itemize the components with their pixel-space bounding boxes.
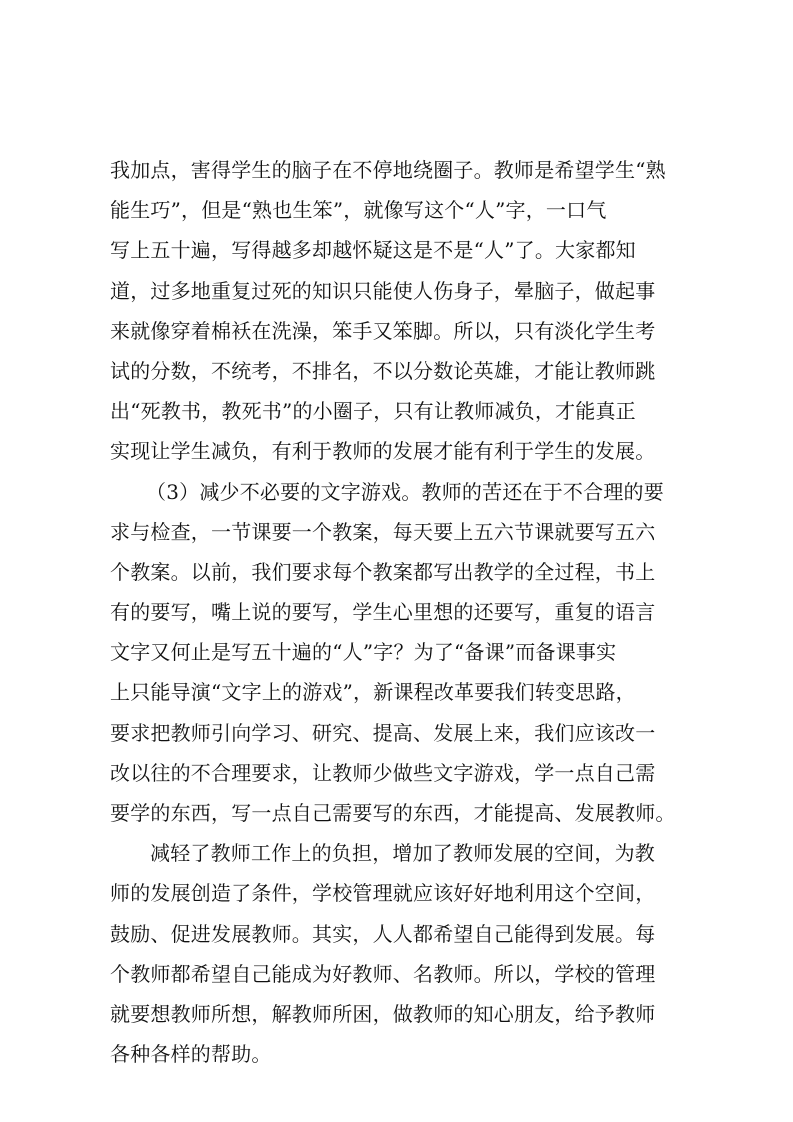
paragraph-line: 来就像穿着棉袄在洗澡，笨手又笨脚。所以，只有淡化学生考: [110, 318, 656, 343]
paragraph-line: 出“死教书，教死书”的小圈子，只有让教师减负，才能真正: [110, 399, 636, 424]
paragraph-line: 实现让学生减负，有利于教师的发展才能有利于学生的发展。: [110, 439, 656, 464]
paragraph-line: 上只能导演“文字上的游戏”，新课程改革要我们转变思路，: [110, 680, 636, 705]
paragraph-line: 文字又何止是写五十遍的“人”字？为了“备课”而备课事实: [110, 640, 617, 665]
paragraph-line: 试的分数，不统考，不排名，不以分数论英雄，才能让教师跳: [110, 358, 656, 383]
paragraph-line: 要学的东西，写一点自己需要写的东西，才能提高、发展教师。: [110, 801, 676, 825]
paragraph-line: （3）减少不必要的文字游戏。教师的苦还在于不合理的要: [146, 479, 664, 504]
paragraph-line: 师的发展创造了条件，学校管理就应该好好地利用这个空间，: [110, 881, 656, 906]
paragraph-line: 改以往的不合理要求，让教师少做些文字游戏，学一点自己需: [110, 760, 656, 785]
paragraph-line: 求与检查，一节课要一个教案，每天要上五六节课就要写五六: [110, 519, 656, 544]
paragraph-line: 道，过多地重复过死的知识只能使人伤身子，晕脑子，做起事: [110, 278, 656, 303]
paragraph-line: 能生巧”，但是“熟也生笨”，就像写这个“人”字，一口气: [110, 198, 607, 223]
paragraph-line: 鼓励、促进发展教师。其实，人人都希望自己能得到发展。每: [110, 921, 656, 946]
paragraph-line: 各种各样的帮助。: [110, 1042, 272, 1067]
body-text: [110, 150, 700, 1074]
paragraph-line: 有的要写，嘴上说的要写，学生心里想的还要写，重复的语言: [110, 600, 656, 625]
paragraph-line: 个教师都希望自己能成为好教师、名教师。所以，学校的管理: [110, 961, 656, 986]
paragraph-line: 减轻了教师工作上的负担，增加了教师发展的空间，为教: [150, 841, 655, 866]
paragraph-line: 就要想教师所想，解教师所困，做教师的知心朋友，给予教师: [110, 1001, 656, 1026]
paragraph-line: 要求把教师引向学习、研究、提高、发展上来，我们应该改一: [110, 720, 656, 745]
paragraph-line: 我加点，害得学生的脑子在不停地绕圈子。教师是希望学生“熟: [110, 158, 666, 182]
paragraph-line: 写上五十遍，写得越多却越怀疑这是不是“人”了。大家都知: [110, 238, 636, 263]
paragraph-line: 个教案。以前，我们要求每个教案都写出教学的全过程，书上: [110, 559, 656, 584]
